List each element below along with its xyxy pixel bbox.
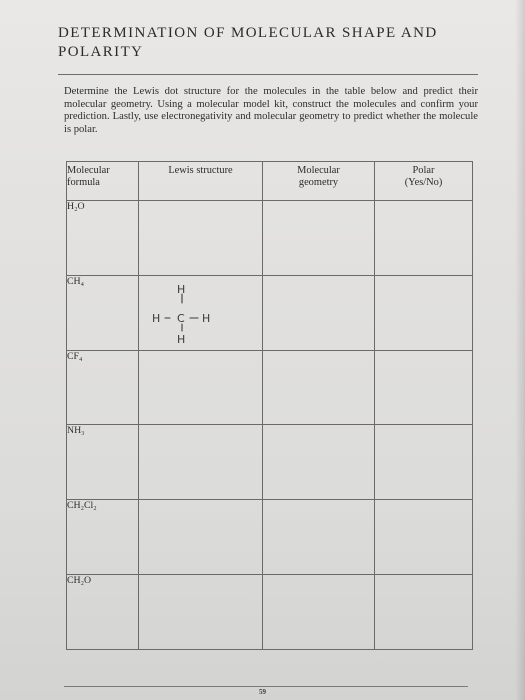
geometry-cell[interactable]	[263, 275, 375, 350]
polar-cell[interactable]	[375, 425, 473, 500]
geometry-cell[interactable]	[263, 500, 375, 575]
geometry-cell[interactable]	[263, 425, 375, 500]
polar-cell[interactable]	[375, 500, 473, 575]
lewis-cell[interactable]	[139, 575, 263, 650]
header-molecular-geometry: Molecular geometry	[263, 162, 375, 201]
formula-cell: NH₃	[67, 425, 139, 500]
geometry-cell[interactable]	[263, 200, 375, 275]
polar-cell[interactable]	[375, 575, 473, 650]
table-row	[67, 350, 473, 425]
atom-h-top: H	[177, 282, 186, 296]
atom-h-left: H	[152, 311, 161, 325]
polar-cell[interactable]	[375, 350, 473, 425]
header-polar: Polar (Yes/No)	[375, 162, 473, 201]
atom-h-right: H	[202, 311, 211, 325]
table-row	[67, 275, 473, 350]
formula-cell: CF₄	[67, 350, 139, 425]
instructions-paragraph: Determine the Lewis dot structure for the molecules in the table below and predict their molecular geometry. Using a molecular model kit, construct the molecules and confirm your prediction. Lastly, use electronegativity and molecular geometry to predict whether the molecule is polar.	[64, 86, 478, 135]
formula-cell: CH₂Cl₂	[67, 500, 139, 575]
header-molecular-formula: Molecular formula	[67, 162, 139, 201]
lewis-cell[interactable]	[139, 200, 263, 275]
footer-divider	[64, 686, 468, 687]
formula-cell: H₂O	[67, 200, 139, 275]
formula-cell: CH₂O	[67, 575, 139, 650]
polar-cell[interactable]	[375, 275, 473, 350]
table-header-row	[67, 162, 473, 201]
geometry-cell[interactable]	[263, 350, 375, 425]
header-lewis-structure: Lewis structure	[139, 162, 263, 201]
page-shadow	[515, 0, 525, 700]
page-number: 59	[259, 688, 266, 696]
table-row	[67, 425, 473, 500]
lewis-drawing	[139, 276, 263, 348]
atom-c-center: C	[177, 311, 185, 325]
table-row	[67, 500, 473, 575]
page-title: DETERMINATION OF MOLECULAR SHAPE AND POLARITY	[58, 25, 438, 60]
lewis-cell[interactable]	[139, 500, 263, 575]
title-divider	[58, 74, 478, 75]
table-row	[67, 200, 473, 275]
geometry-cell[interactable]	[263, 575, 375, 650]
table-row	[67, 575, 473, 650]
molecule-table	[66, 161, 473, 650]
lewis-cell[interactable]	[139, 350, 263, 425]
lewis-cell[interactable]	[139, 275, 263, 350]
atom-h-bottom: H	[177, 332, 186, 346]
formula-cell: CH₄	[67, 275, 139, 350]
polar-cell[interactable]	[375, 200, 473, 275]
lewis-cell[interactable]	[139, 425, 263, 500]
handwritten-lewis-structure	[139, 276, 262, 348]
